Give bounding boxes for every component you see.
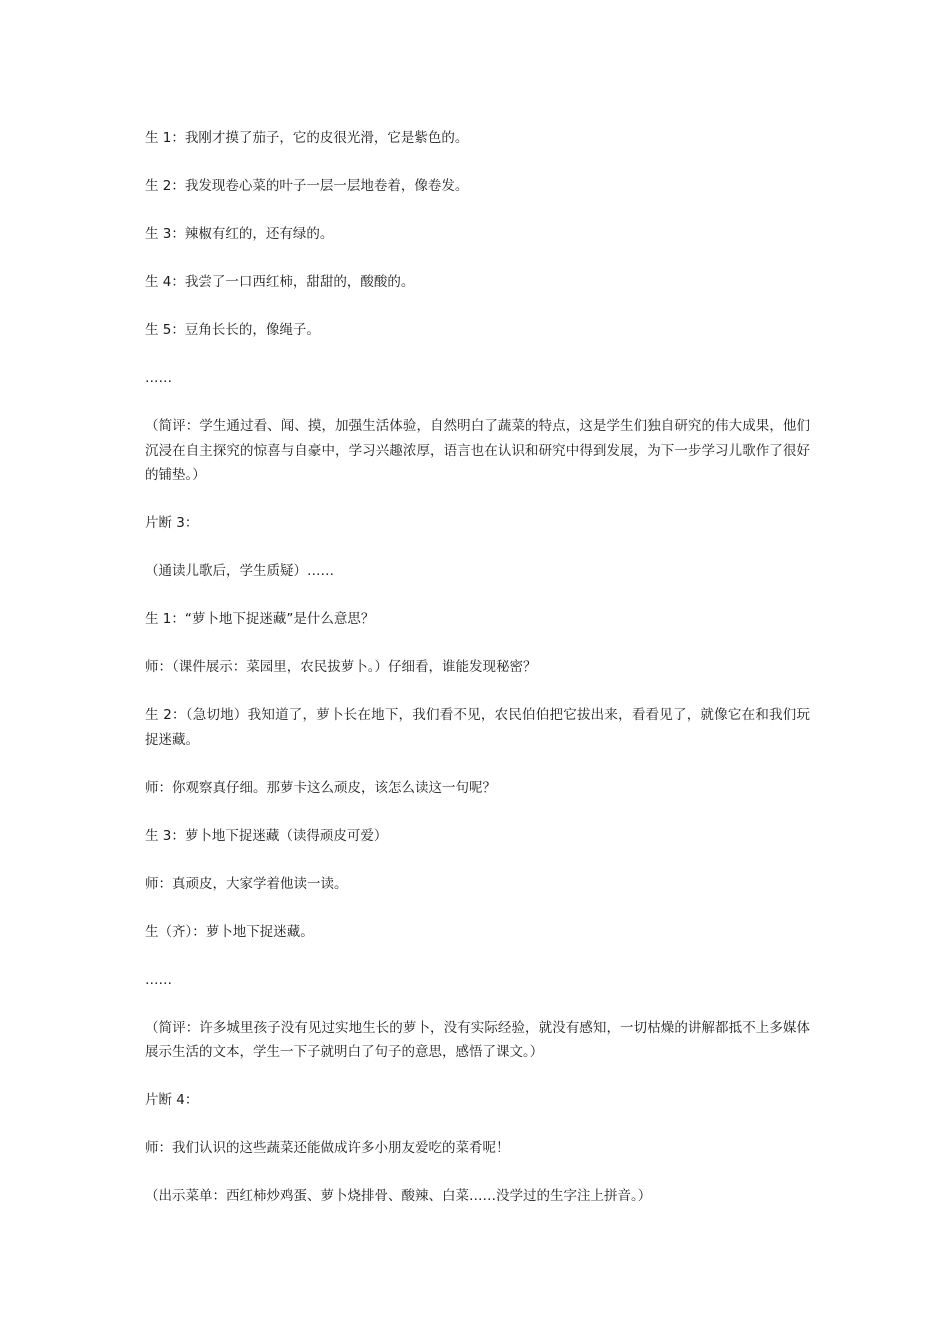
dialogue-teacher-4: 师：我们认识的这些蔬菜还能做成许多小朋友爱吃的菜肴呢！: [145, 1140, 510, 1156]
dialogue-student-2-answer: 生 2：（急切地）我知道了，萝卜长在地下，我们看不见，农民伯伯把它拔出来，看看见了，就像它在和我们玩捉迷藏。: [145, 707, 810, 748]
commentary-paragraph: （简评：学生通过看、闻、摸，加强生活体验，自然明白了蔬菜的特点，这是学生们独自研究的伟大成果，他们沉浸在自主探究的惊喜与自豪中，学习兴趣浓厚，语言也在认识和研究中得到发展，为下一步学习儿歌作了很好的铺垫。）: [145, 418, 810, 483]
dialogue-student-2: 生 2：我发现卷心菜的叶子一层一层地卷着，像卷发。: [145, 178, 469, 194]
section-heading-fragment-4: 片断 4：: [145, 1092, 199, 1108]
dialogue-student-3-reading: 生 3：萝卜地下捉迷藏（读得顽皮可爱）: [145, 827, 388, 844]
dialogue-teacher-3: 师：真顽皮，大家学着他读一读。: [145, 875, 348, 892]
dialogue-teacher-2: 师：你观察真仔细。那萝卡这么顽皮，该怎么读这一句呢？: [145, 779, 496, 796]
ellipsis-line: ……: [145, 370, 172, 386]
stage-note: （通读儿歌后，学生质疑）……: [145, 563, 334, 579]
dialogue-class-chorus: 生（齐）：萝卜地下捉迷藏。: [145, 923, 314, 940]
dialogue-student-3: 生 3：辣椒有红的，还有绿的。: [145, 226, 334, 242]
ellipsis-line: ……: [145, 971, 172, 988]
document-body: [145, 126, 810, 1209]
section-heading-fragment-3: 片断 3：: [145, 515, 199, 531]
stage-note-menu: （出示菜单：西红柿炒鸡蛋、萝卜烧排骨、酸辣、白菜……没学过的生字注上拼音。）: [145, 1188, 652, 1204]
dialogue-student-1-question: 生 1：“萝卜地下捉迷藏”是什么意思？: [145, 611, 375, 627]
dialogue-student-5: 生 5：豆角长长的，像绳子。: [145, 322, 320, 338]
dialogue-teacher-1: 师：（课件展示：菜园里，农民拔萝卜。）仔细看，谁能发现秘密？: [145, 659, 537, 675]
dialogue-student-4: 生 4：我尝了一口西红柿，甜甜的，酸酸的。: [145, 274, 415, 290]
dialogue-student-1: 生 1：我刚才摸了茄子，它的皮很光滑，它是紫色的。: [145, 130, 469, 146]
commentary-paragraph: （简评：许多城里孩子没有见过实地生长的萝卜，没有实际经验，就没有感知，一切枯燥的讲解都抵不上多媒体展示生活的文本，学生一下子就明白了句子的意思，感悟了课文。）: [145, 1019, 810, 1060]
